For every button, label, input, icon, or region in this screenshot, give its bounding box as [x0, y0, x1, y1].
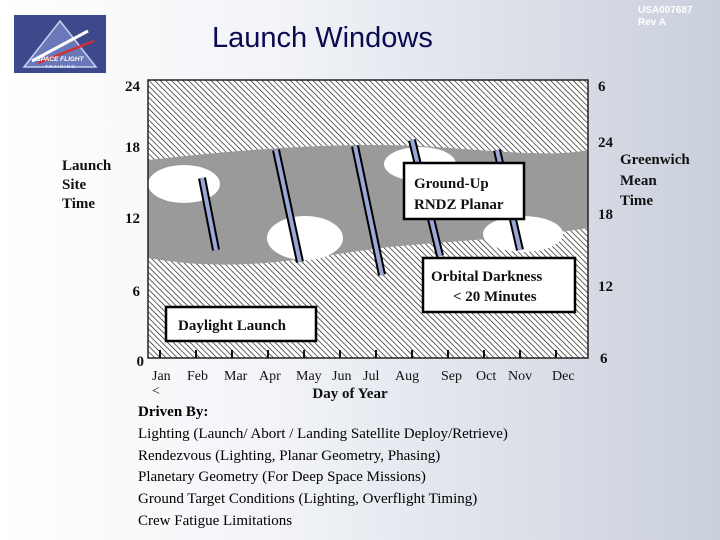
month-label: Jul	[363, 369, 380, 384]
left-axis-label-1: Launch	[62, 158, 112, 174]
ground-up-line2: RNDZ Planar	[414, 197, 504, 213]
x-axis-label: Day of Year	[312, 386, 388, 402]
darkness-line2: < 20 Minutes	[453, 289, 537, 305]
driven-by-section	[138, 402, 508, 533]
darkness-line1: Orbital Darkness	[431, 269, 543, 285]
driven-by-item: Rendezvous (Lighting, Planar Geometry, Phasing)	[138, 447, 441, 464]
driven-by-item: Planetary Geometry (For Deep Space Missions)	[138, 469, 426, 486]
month-label: Mar	[224, 369, 248, 384]
month-label: May	[296, 369, 322, 384]
svg-text:T R A I N I N G: T R A I N I N G	[45, 64, 75, 69]
left-axis-label-3: Time	[62, 196, 96, 212]
left-tick: 0	[136, 354, 144, 370]
month-labels	[152, 369, 575, 402]
right-axis	[598, 79, 690, 367]
daylight-label: Daylight Launch	[178, 318, 286, 334]
left-tick: 6	[132, 284, 140, 300]
left-tick: 24	[125, 79, 140, 95]
doc-revision: Rev A	[638, 17, 666, 28]
doc-number: USA007687	[638, 5, 693, 16]
driven-by-item: Ground Target Conditions (Lighting, Overflight Timing)	[138, 491, 478, 508]
month-label: Apr	[259, 369, 281, 384]
right-axis-label-3: Time	[620, 193, 654, 209]
orbital-darkness-box	[423, 258, 575, 312]
daylight-launch-box	[166, 307, 316, 341]
ground-up-rndz-box	[404, 163, 524, 219]
month-label: Aug	[395, 369, 420, 384]
month-label: Sep	[441, 369, 462, 384]
right-tick: 6	[598, 79, 606, 95]
month-label: Jan	[152, 369, 171, 384]
driven-by-heading: Driven By:	[138, 404, 209, 420]
right-tick: 18	[598, 207, 613, 223]
month-label: Oct	[476, 369, 497, 384]
right-tick: 24	[598, 135, 613, 151]
left-tick: 18	[125, 140, 140, 156]
window-ellipse	[267, 216, 343, 260]
month-label: Jun	[332, 369, 352, 384]
left-tick: 12	[125, 211, 140, 227]
right-tick: 6	[600, 351, 608, 367]
ground-up-line1: Ground-Up	[414, 176, 489, 192]
left-axis	[62, 79, 144, 370]
right-axis-label-2: Mean	[620, 173, 657, 189]
page-title: Launch Windows	[212, 22, 433, 54]
right-tick: 12	[598, 279, 613, 295]
x-start-marker: <	[152, 384, 160, 399]
driven-by-item: Crew Fatigue Limitations	[138, 512, 293, 529]
svg-text:SPACE FLIGHT: SPACE FLIGHT	[36, 56, 84, 63]
driven-by-item: Lighting (Launch/ Abort / Landing Satellite Deploy/Retrieve)	[138, 425, 508, 442]
month-label: Dec	[552, 369, 575, 384]
month-label: Nov	[508, 369, 533, 384]
left-axis-label-2: Site	[62, 177, 87, 193]
month-label: Feb	[187, 369, 208, 384]
right-axis-label-1: Greenwich	[620, 152, 690, 168]
